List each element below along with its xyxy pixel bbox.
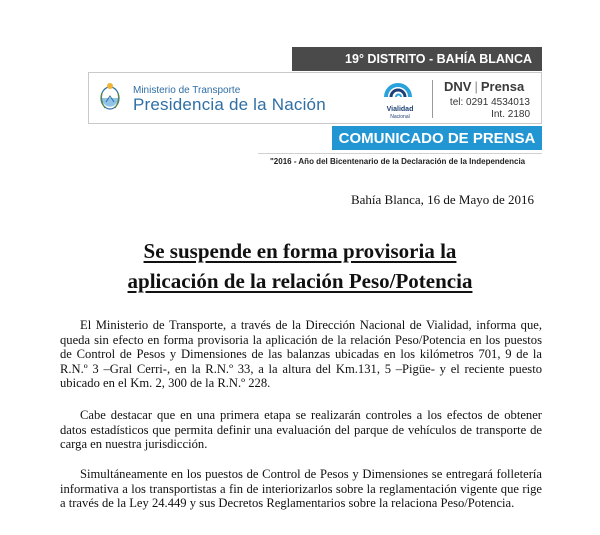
- header-divider: [432, 80, 433, 118]
- argentina-emblem-icon: [99, 81, 121, 113]
- extension-number: Int. 2180: [491, 109, 530, 120]
- motto-divider: [258, 153, 542, 154]
- press-release-banner: [332, 126, 542, 150]
- dnv-prensa-label: [444, 79, 524, 94]
- paragraph-1: El Ministerio de Transporte, a través de la Dirección Nacional de Vialidad, informa que, queda sin efecto en forma provisoria la aplicación de la relación Peso/Potencia en los puestos de Control de Pesos y Dimensiones de las balanzas ubicadas en los kilómetros 701, 9 de la R.N.º 3 –Gral Cerri-, en la R.N.º 33, a la altura del Km.131, 5 –Pigüe- y el reciente puesto ubicado en el Km. 2, 300 de la R.N.º 228.: [60, 318, 542, 390]
- phone-number: tel: 0291 4534013: [449, 97, 530, 108]
- headline-line-2: aplicación de la relación Peso/Potencia: [127, 269, 473, 293]
- vialidad-label: Vialidad: [386, 106, 414, 113]
- prensa-label: Prensa: [480, 79, 525, 94]
- district-banner: [292, 47, 542, 71]
- headline-line-1: Se suspende en forma provisoria la: [143, 239, 457, 263]
- letterhead: [88, 72, 542, 124]
- vialidad-sub-label: Nacional: [390, 114, 410, 120]
- ministry-large-label: Presidencia de la Nación: [133, 95, 326, 114]
- ministry-small-label: Ministerio de Transporte: [133, 85, 241, 96]
- year-motto: "2016 - Año del Bicentenario de la Declaración de la Independencia: [270, 157, 526, 166]
- paragraph-3: Simultáneamente en los puestos de Control de Pesos y Dimensiones se entregará folletería informativa a los transportistas a fin de interiorizarlos sobre la reglamentación vigente que rige a través de la Ley 24.449 y sus Decretos Reglamentarios sobre la relaciona Peso/Potencia.: [60, 467, 542, 510]
- headline: [60, 236, 540, 296]
- dateline: Bahía Blanca, 16 de Mayo de 2016: [350, 192, 534, 207]
- dnv-label: DNV: [444, 79, 472, 94]
- press-release-label: COMUNICADO DE PRENSA: [338, 129, 536, 147]
- district-label: 19° DISTRITO - BAHÍA BLANCA: [345, 52, 532, 66]
- dnv-separator: |: [474, 79, 478, 94]
- paragraph-2: Cabe destacar que en una primera etapa se realizarán controles a los efectos de obtener datos estadísticos que permita definir una evaluación del parque de vehículos de transporte de carga en nuestra jurisdicción.: [60, 408, 542, 451]
